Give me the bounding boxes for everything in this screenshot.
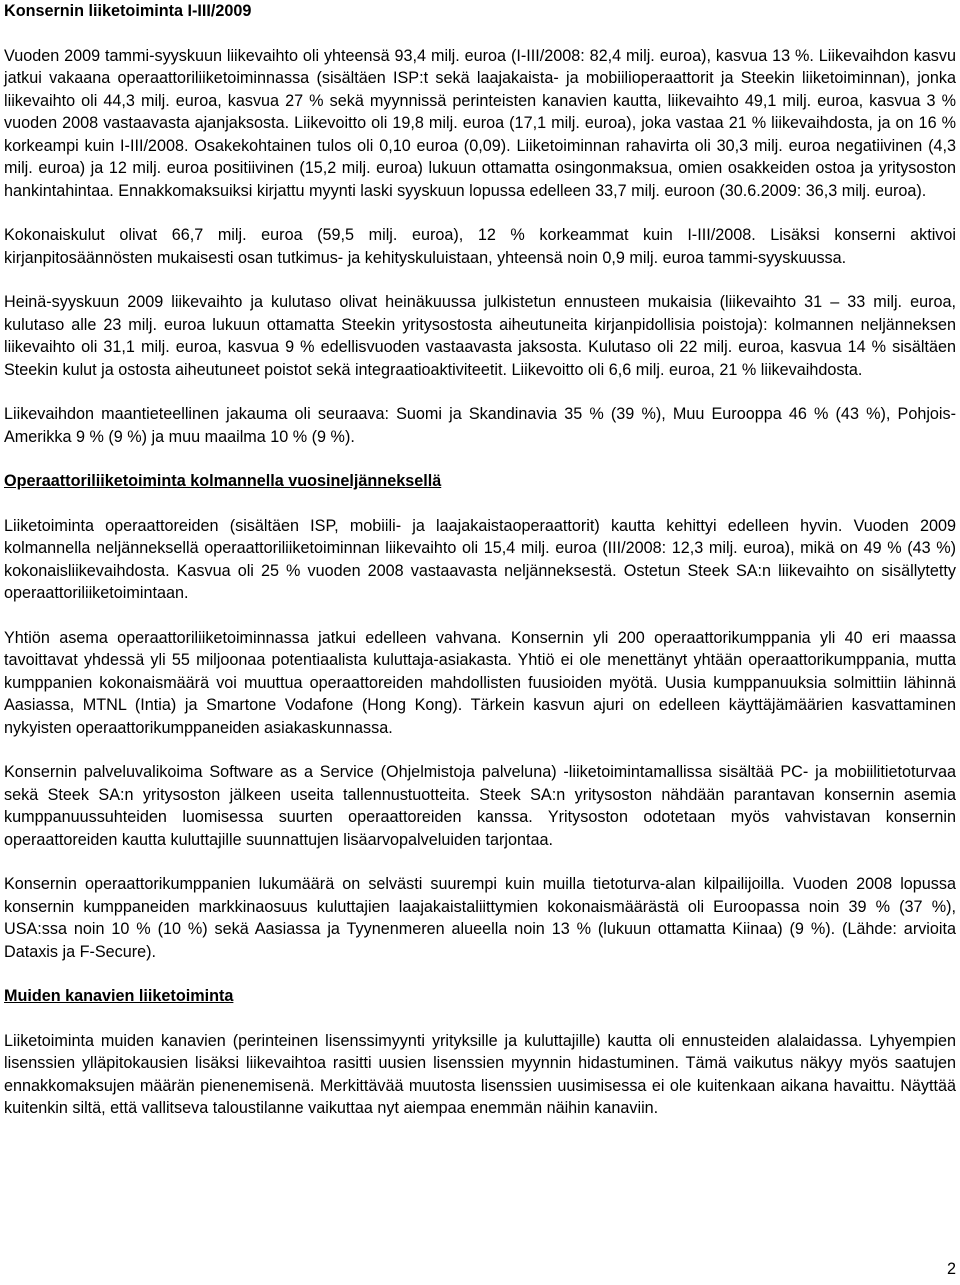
- document-title: Konsernin liiketoiminta I-III/2009: [4, 2, 252, 20]
- paragraph-geographic-split: Liikevaihdon maantieteellinen jakauma oli seuraava: Suomi ja Skandinavia 35 % (39 %), Muu Eurooppa 46 % (43 %), Pohjois-Amerikka 9 % (9 %) ja muu maailma 10 % (9 %).: [4, 405, 956, 446]
- paragraph-operator-development: Liiketoiminta operaattoreiden (sisältäen ISP, mobiili- ja laajakaistaoperaattorit) kautta kehittyi edelleen hyvin. Vuoden 2009 kolmannella neljänneksellä operaattoriliiketoiminnan liikevaihto oli 15,4 milj. euroa (III/2008: 12,3 milj. euroa), mikä on 49 % (43 %) kokonaisliikevaihdosta. Kasvua oli 25 % vuoden 2008 vastaavasta neljänneksestä. Ostetun Steek SA:n liikevaihto on sisällytetty operaattoriliiketoimintaan.: [4, 516, 956, 602]
- paragraph-total-costs: Kokonaiskulut olivat 66,7 milj. euroa (59,5 milj. euroa), 12 % korkeammat kuin I-III/2008. Lisäksi konserni aktivoi kirjanpitosäännösten mukaisesti osan tutkimus- ja kehityskuluistaan, yhteensä noin 0,9 milj. euroa tammi-syyskuussa.: [4, 226, 956, 267]
- document-page: [4, 0, 956, 1142]
- paragraph-saas-offering: Konsernin palveluvalikoima Software as a Service (Ohjelmistoja palveluna) -liiketoimintamallissa sisältää PC- ja mobiilitietoturvaa sekä Steek SA:n yritysoston jälkeen useita tallennustuotteita. Steek SA:n yritysoston nähdään parantavan konsernin asemia kumppanuussuhteiden luomisessa suurten operaattoreiden kanssa. Yritysoston odotetaan myös vahvistavan konsernin operaattoreiden kautta kuluttajille suunnattujen lisäarvopalveluiden tarjontaa.: [4, 763, 956, 849]
- paragraph-revenue-summary: Vuoden 2009 tammi-syyskuun liikevaihto oli yhteensä 93,4 milj. euroa (I-III/2008: 82,4 milj. euroa), kasvua 13 %. Liikevaihdon kasvu jatkui vakaana operaattoriliiketoiminnassa (sisältäen ISP:t sekä laajakaista- ja mobiilioperaattorit ja Steekin liiketoiminnan), jonka liikevaihto oli 44,3 milj. euroa, kasvua 27 % sekä myynnissä perinteisten kanavien kautta, liikevaihto 49,1 milj. euroa, kasvua 3 % vuoden 2008 vastaavasta ajanjaksosta. Liikevoitto oli 19,8 milj. euroa (17,1 milj. euroa), joka vastaa 21 % liikevaihdosta, ja on 16 % korkeampi kuin I-III/2008. Osakekohtainen tulos oli 0,10 euroa (0,09). Liiketoiminnan rahavirta oli 30,3 milj. euroa negatiivinen (4,3 milj. euroa) ja 12 milj. euroa positiivinen (15,2 milj. euroa) lukuun ottamatta osingonmaksua, omien osakkeiden ostoa ja yritysoston hankintahintaa. Ennakkomaksuiksi kirjattu myynti laski syyskuun lopussa edelleen 33,7 milj. euroon (30.6.2009: 36,3 milj. euroa).: [4, 46, 956, 200]
- paragraph-q3-revenue: Heinä-syyskuun 2009 liikevaihto ja kulutaso olivat heinäkuussa julkistetun ennusteen mukaisia (liikevaihto 31 – 33 milj. euroa, kulutaso alle 23 milj. euroa lukuun ottamatta Steekin yritysostosta aiheutuneita kirjanpidollisia poistoja): kolmannen neljänneksen liikevaihto oli 31,1 milj. euroa, kasvua 9 % edellisvuoden vastaavasta jaksosta. Kulutaso oli 22 milj. euroa, kasvua 14 % sisältäen Steekin kulut ja ostosta aiheutuneet poistot sekä integraatioaktiviteetit. Liikevoitto oli 6,6 milj. euroa, 21 % liikevaihdosta.: [4, 293, 956, 379]
- page-number: 2: [946, 1260, 956, 1278]
- paragraph-operator-position: Yhtiön asema operaattoriliiketoiminnassa jatkui edelleen vahvana. Konsernin yli 200 operaattorikumppania yli 40 eri maassa tavoittavat yhdessä yli 55 miljoonaa potentiaalista kuluttaja-asiakasta. Yhtiö ei ole menettänyt yhtään operaattorikumppania, mutta kumppanien kokonaismäärä voi muuttua operaattoreiden mahdollisten fuusioiden myötä. Uusia kumppanuuksia solmittiin lähinnä Aasiassa, MTNL (Intia) ja Smartone Vodafone (Hong Kong). Tärkein kasvun ajuri on edelleen käyttäjämäärien kasvattaminen nykyisten operaattorikumppaneiden asiakaskunnassa.: [4, 628, 956, 737]
- section-heading-operator-business: Operaattoriliiketoiminta kolmannella vuosineljänneksellä: [4, 472, 442, 490]
- section-heading-other-channels: Muiden kanavien liiketoiminta: [4, 987, 234, 1005]
- paragraph-market-share: Konsernin operaattorikumppanien lukumäärä on selvästi suurempi kuin muilla tietoturva-alan kilpailijoilla. Vuoden 2008 lopussa konsernin kumppaneiden markkinaosuus kuluttajien laajakaistaliittymien kokonaismäärästä oli Euroopassa noin 39 % (37 %), USA:ssa noin 10 % (10 %) sekä Aasiassa ja Tyynenmeren alueella noin 13 % (lukuun ottamatta Kiinaa) (9 %). (Lähde: arvioita Dataxis ja F-Secure).: [4, 875, 956, 961]
- paragraph-other-channels: Liiketoiminta muiden kanavien (perinteinen lisenssimyynti yrityksille ja kuluttajille) kautta oli ennusteiden alalaidassa. Lyhyempien lisenssien ylläpitokausien lisäksi liikevaihtoa rasitti uusien lisenssien myynnin hidastuminen. Tämä vaikutus näkyy myös saatujen ennakkomaksujen määrän pienenemisenä. Merkittävää muutosta lisenssien uusimisessa ei ole kuitenkaan aikana havaittu. Näyttää kuitenkin siltä, että vallitseva taloustilanne vaikuttaa nyt aiempaa enemmän näihin kanaviin.: [4, 1031, 956, 1117]
